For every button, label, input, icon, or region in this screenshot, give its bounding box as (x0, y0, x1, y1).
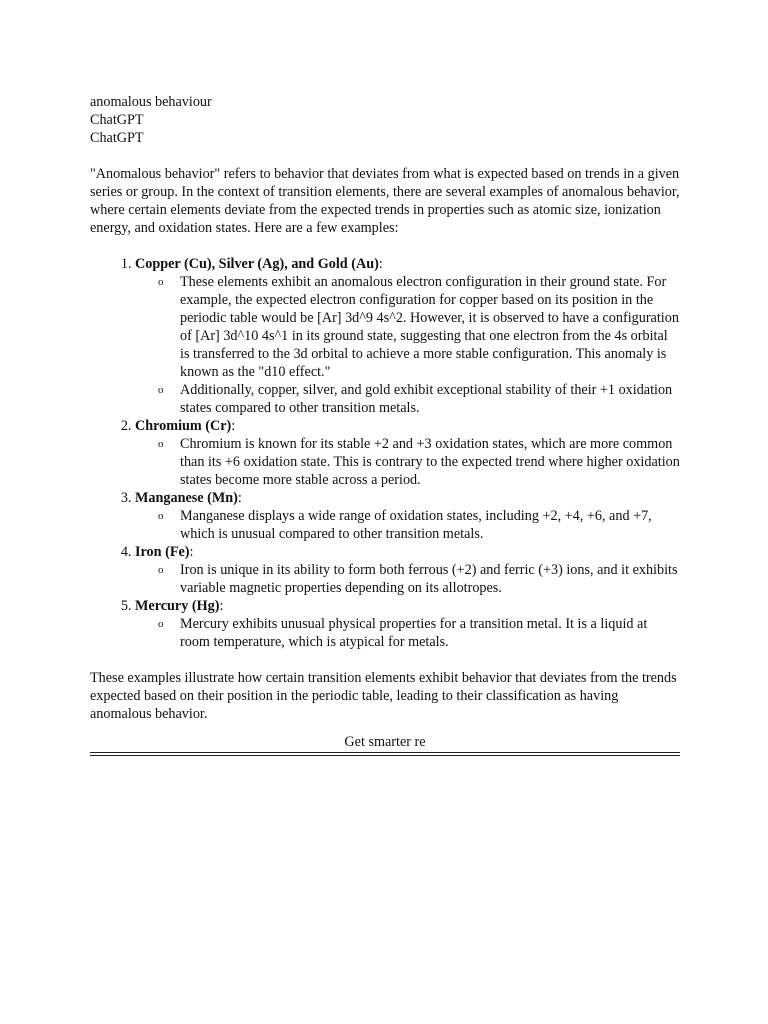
circle-bullet-icon: o (158, 510, 164, 522)
example-item: 1. Copper (Cu), Silver (Ag), and Gold (Au): o These elements exhibit an anomalous electron configuration in their ground state. For example, the expected electron configuration for copper based on its position in the periodic table would be [Ar] 3d^9 4s^2. However, it is observed to have a configuration of [Ar] 3d^10 4s^1 in its ground state, suggesting that one electron from the 4s orbital is transferred to the 3d orbital to achieve a more stable configuration. This anomaly is known as the "d10 effect." o Additionally, copper, silver, and gold exhibit exceptional stability of their +1 oxidation states compared to other transition metals. (135, 255, 680, 417)
example-item: 5. Mercury (Hg): o Mercury exhibits unusual physical properties for a transition metal. It is a liquid at room temperature, which is atypical for metals. (135, 597, 680, 651)
source-label: ChatGPT (90, 130, 144, 146)
example-point: o Iron is unique in its ability to form both ferrous (+2) and ferric (+3) ions, and it exhibits variable magnetic properties depending on its allotropes. (158, 562, 678, 596)
example-title: Iron (Fe) (135, 544, 190, 560)
intro-paragraph: "Anomalous behavior" refers to behavior that deviates from what is expected based on trends in a given series or group. In the context of transition elements, there are several examples of anomalous behavior, where certain elements deviate from the expected trends in properties such as atomic size, ionization energy, and oxidation states. Here are a few examples: (90, 166, 680, 236)
examples-list (90, 255, 680, 651)
circle-bullet-icon: o (158, 276, 164, 288)
example-title: Mercury (Hg) (135, 598, 220, 614)
example-title: Chromium (Cr) (135, 418, 232, 434)
get-smarter-link[interactable]: Get smarter re (344, 734, 426, 750)
example-points (135, 615, 680, 651)
example-item: 4. Iron (Fe): o Iron is unique in its ability to form both ferrous (+2) and ferric (+3) ions, and it exhibits variable magnetic properties depending on its allotropes. (135, 543, 680, 597)
example-title: Manganese (Mn) (135, 490, 238, 506)
example-points (135, 507, 680, 543)
example-point: o These elements exhibit an anomalous electron configuration in their ground state. For example, the expected electron configuration for copper based on its position in the periodic table would be [Ar] 3d^9 4s^2. However, it is observed to have a configuration of [Ar] 3d^10 4s^1 in its ground state, suggesting that one electron from the 4s orbital is transferred to the 3d orbital to achieve a more stable configuration. This anomaly is known as the "d10 effect." (158, 274, 679, 380)
example-point: o Chromium is known for its stable +2 and +3 oxidation states, which are more common than its +6 oxidation state. This is contrary to the expected trend where higher oxidation states become more stable across a period. (158, 436, 680, 488)
example-point: o Manganese displays a wide range of oxidation states, including +2, +4, +6, and +7, which is unusual compared to other transition metals. (158, 508, 652, 542)
example-item: 3. Manganese (Mn): o Manganese displays a wide range of oxidation states, including +2, +4, +6, and +7, which is unusual compared to other transition metals. (135, 489, 680, 543)
circle-bullet-icon: o (158, 438, 164, 450)
circle-bullet-icon: o (158, 564, 164, 576)
example-point: o Mercury exhibits unusual physical properties for a transition metal. It is a liquid at room temperature, which is atypical for metals. (158, 616, 648, 650)
example-point: o Additionally, copper, silver, and gold exhibit exceptional stability of their +1 oxidation states compared to other transition metals. (158, 382, 673, 416)
document-page (90, 93, 680, 756)
document-title: anomalous behaviour (90, 94, 212, 110)
circle-bullet-icon: o (158, 618, 164, 630)
circle-bullet-icon: o (158, 384, 164, 396)
example-title: Copper (Cu), Silver (Ag), and Gold (Au) (135, 256, 379, 272)
double-rule-divider (90, 752, 680, 756)
example-points (135, 561, 680, 597)
example-points (135, 435, 680, 489)
conclusion-paragraph: These examples illustrate how certain transition elements exhibit behavior that deviates from the trends expected based on their position in the periodic table, leading to their classification as having anomalous behavior. (90, 670, 677, 722)
example-points (135, 273, 680, 417)
example-item: 2. Chromium (Cr): o Chromium is known for its stable +2 and +3 oxidation states, which are more common than its +6 oxidation state. This is contrary to the expected trend where higher oxidation states become more stable across a period. (135, 417, 680, 489)
source-label: ChatGPT (90, 112, 144, 128)
